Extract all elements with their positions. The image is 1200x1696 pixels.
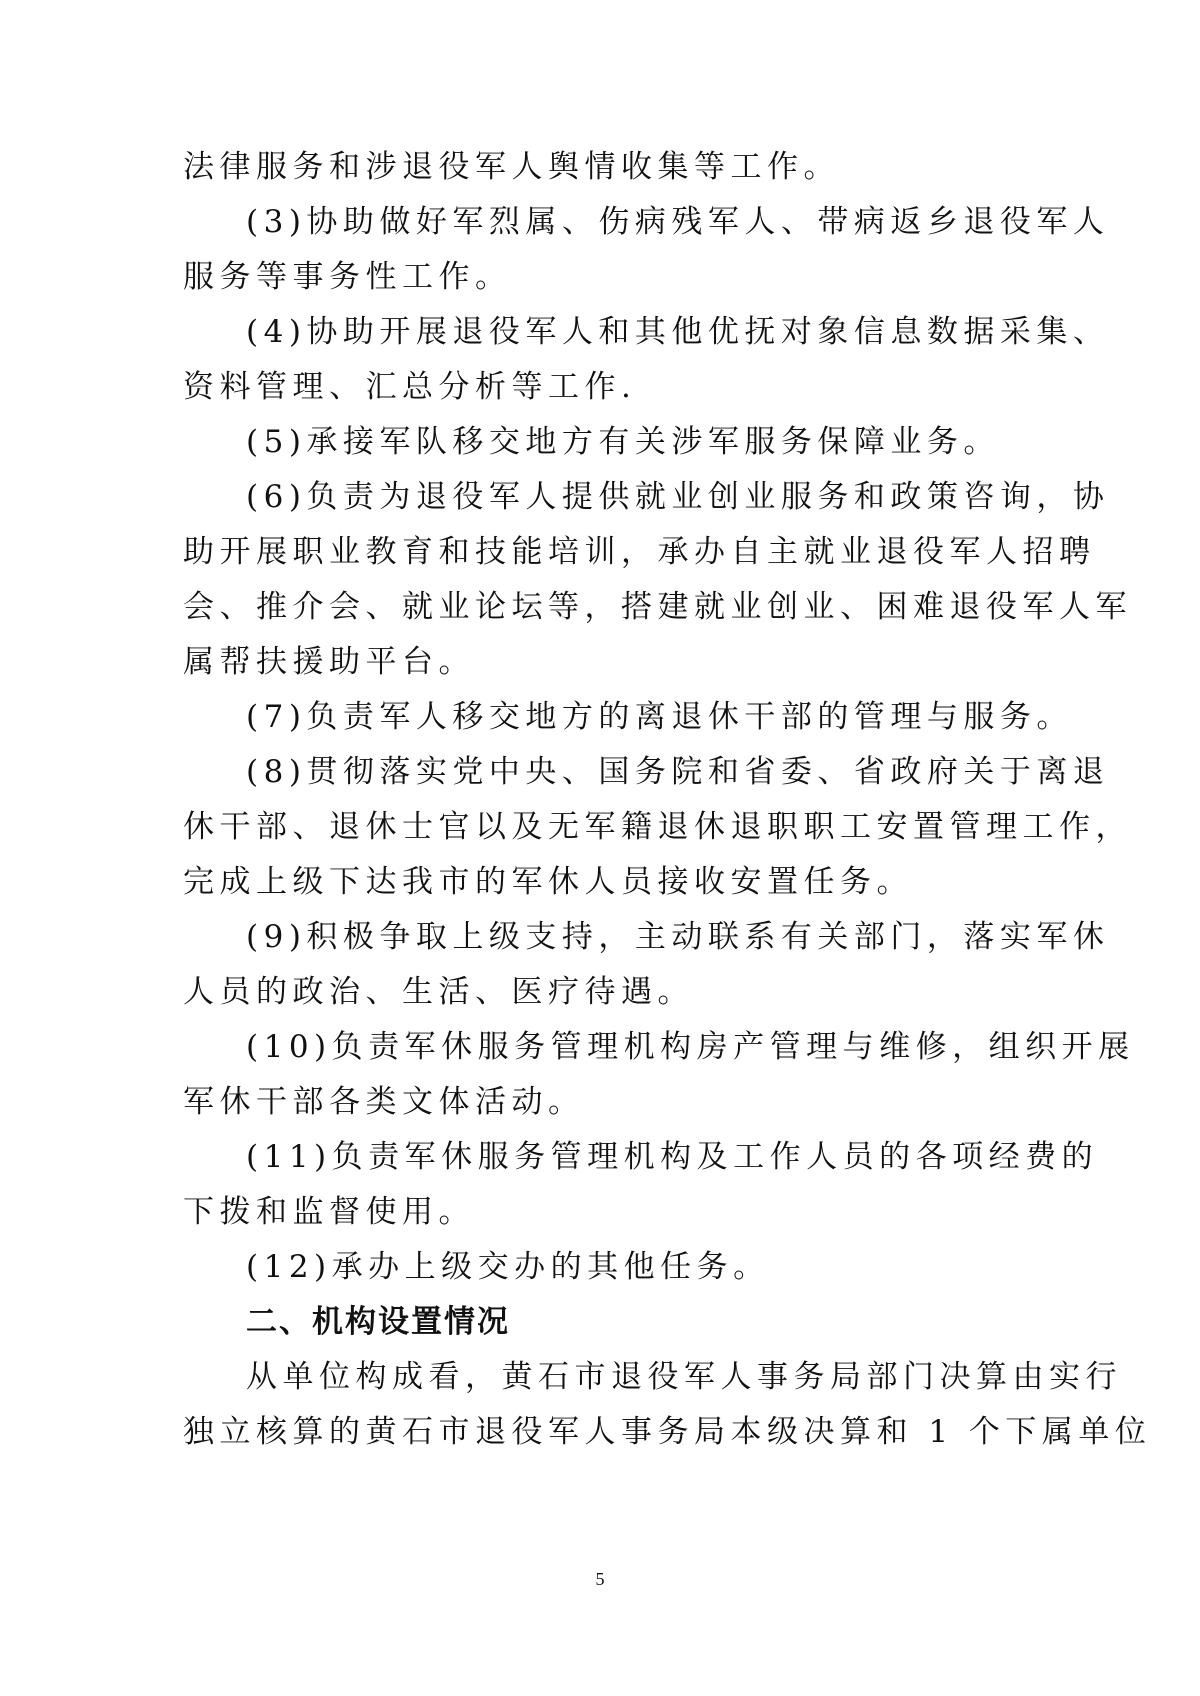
- text-line: (7)负责军人移交地方的离退休干部的管理与服务。: [246, 699, 1073, 735]
- text-line: 军休干部各类文体活动。: [183, 1084, 585, 1120]
- text-line: (11)负责军休服务管理机构及工作人员的各项经费的: [246, 1139, 1099, 1175]
- text-line: (8)贯彻落实党中央、国务院和省委、省政府关于离退: [246, 754, 1110, 790]
- text-line: (4)协助开展退役军人和其他优抚对象信息数据采集、: [246, 314, 1110, 350]
- text-line: 休干部、退休士官以及无军籍退休退职职工安置管理工作，: [183, 809, 1132, 845]
- text-line: (12)承办上级交办的其他任务。: [246, 1249, 770, 1285]
- section-heading: 二、机构设置情况: [246, 1304, 510, 1340]
- text-line: 从单位构成看，黄石市退役军人事务局部门决算由实行: [246, 1359, 1122, 1395]
- text-line: 服务等事务性工作。: [183, 259, 512, 295]
- text-line: 人员的政治、生活、医疗待遇。: [183, 974, 694, 1010]
- text-line: 下拨和监督使用。: [183, 1194, 475, 1230]
- text-line: 法律服务和涉退役军人舆情收集等工作。: [183, 149, 840, 185]
- text-line: (9)积极争取上级支持，主动联系有关部门，落实军休: [246, 919, 1110, 955]
- page-number: 5: [595, 1569, 605, 1589]
- text-line: 独立核算的黄石市退役军人事务局本级决算和 1 个下属单位: [183, 1414, 1152, 1450]
- text-line: (6)负责为退役军人提供就业创业服务和政策咨询，协: [246, 479, 1110, 515]
- text-line: 完成上级下达我市的军休人员接收安置任务。: [183, 864, 913, 900]
- text-line: 助开展职业教育和技能培训，承办自主就业退役军人招聘: [183, 534, 1096, 570]
- text-line: 会、推介会、就业论坛等，搭建就业创业、困难退役军人军: [183, 589, 1132, 625]
- text-line: (5)承接军队移交地方有关涉军服务保障业务。: [246, 424, 1000, 460]
- text-line: 资料管理、汇总分析等工作.: [183, 369, 637, 405]
- text-line: 属帮扶援助平台。: [183, 644, 475, 680]
- text-line: (3)协助做好军烈属、伤病残军人、带病返乡退役军人: [246, 204, 1110, 240]
- text-line: (10)负责军休服务管理机构房产管理与维修，组织开展: [246, 1029, 1135, 1065]
